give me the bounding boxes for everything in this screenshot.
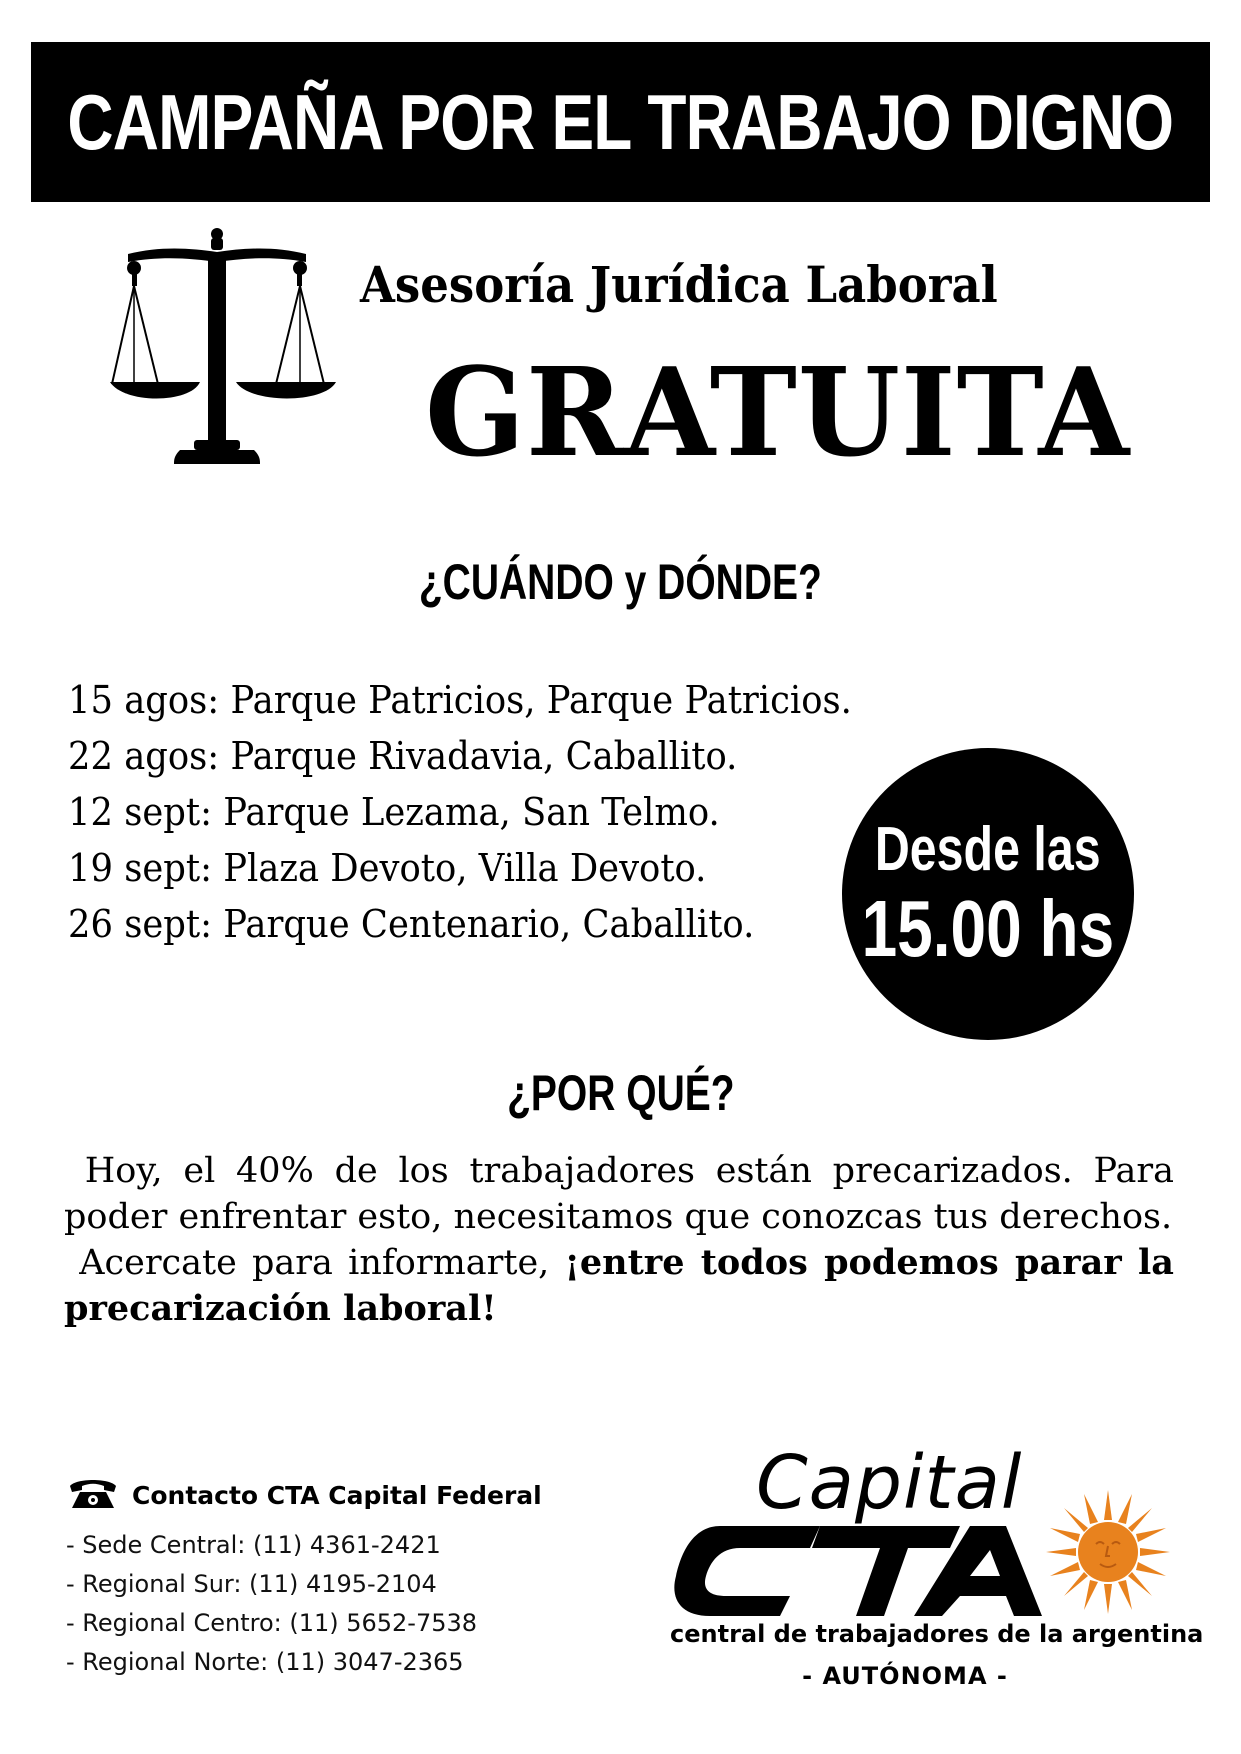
service-subtitle: Asesoría Jurídica Laboral <box>360 255 998 314</box>
why-heading-text: ¿POR QUÉ? <box>506 1065 735 1121</box>
schedule-list <box>68 672 911 952</box>
campaign-title: CAMPAÑA POR EL TRABAJO DIGNO <box>67 77 1174 166</box>
telephone-icon <box>66 1478 120 1512</box>
time-badge <box>842 748 1134 1040</box>
schedule-item: 26 sept: Parque Centenario, Caballito. <box>68 902 755 946</box>
why-body <box>64 1148 1174 1332</box>
logo-tagline: central de trabajadores de la argentina <box>670 1620 1204 1648</box>
when-where-heading <box>0 553 1241 611</box>
scales-of-justice-icon <box>110 228 350 498</box>
why-paragraph-2-text: Acercate para informarte, <box>79 1243 565 1283</box>
schedule-item: 22 agos: Parque Rivadavia, Caballito. <box>68 734 738 778</box>
cta-logo <box>670 1440 1204 1720</box>
contact-item: - Regional Centro: (11) 5652-7538 <box>66 1609 478 1637</box>
campaign-banner <box>31 42 1210 202</box>
why-paragraph-2 <box>64 1240 1174 1332</box>
why-paragraph-1 <box>64 1148 1174 1240</box>
free-headline: GRATUITA <box>425 340 1131 484</box>
time-badge-line1: Desde las <box>875 815 1101 884</box>
schedule-item: 19 sept: Plaza Devoto, Villa Devoto. <box>68 846 707 890</box>
contact-list <box>66 1526 542 1682</box>
contact-header <box>66 1478 542 1512</box>
when-where-heading-text: ¿CUÁNDO y DÓNDE? <box>418 554 823 610</box>
contact-title: Contacto CTA Capital Federal <box>132 1480 542 1510</box>
logo-capital-text: Capital <box>756 1440 1023 1526</box>
time-badge-line2: 15.00 hs <box>861 884 1115 973</box>
contact-item: - Sede Central: (11) 4361-2421 <box>66 1531 441 1559</box>
contact-block <box>66 1478 542 1682</box>
contact-item: - Regional Sur: (11) 4195-2104 <box>66 1570 437 1598</box>
why-paragraph-1-text: Hoy, el 40% de los trabajadores están precarizados. Para poder enfrentar esto, necesitamos que conozcas tus derechos. <box>64 1151 1174 1237</box>
why-paragraph-2-emphasis: ¡entre todos podemos parar la precarización laboral! <box>64 1242 1174 1329</box>
schedule-item: 12 sept: Parque Lezama, San Telmo. <box>68 790 720 834</box>
why-heading <box>0 1064 1241 1122</box>
contact-item: - Regional Norte: (11) 3047-2365 <box>66 1648 464 1676</box>
cta-wordmark <box>670 1518 1070 1618</box>
schedule-item: 15 agos: Parque Patricios, Parque Patricios. <box>68 678 852 722</box>
logo-subtag: - AUTÓNOMA - <box>802 1662 1008 1690</box>
sun-of-may-icon <box>1046 1490 1170 1614</box>
